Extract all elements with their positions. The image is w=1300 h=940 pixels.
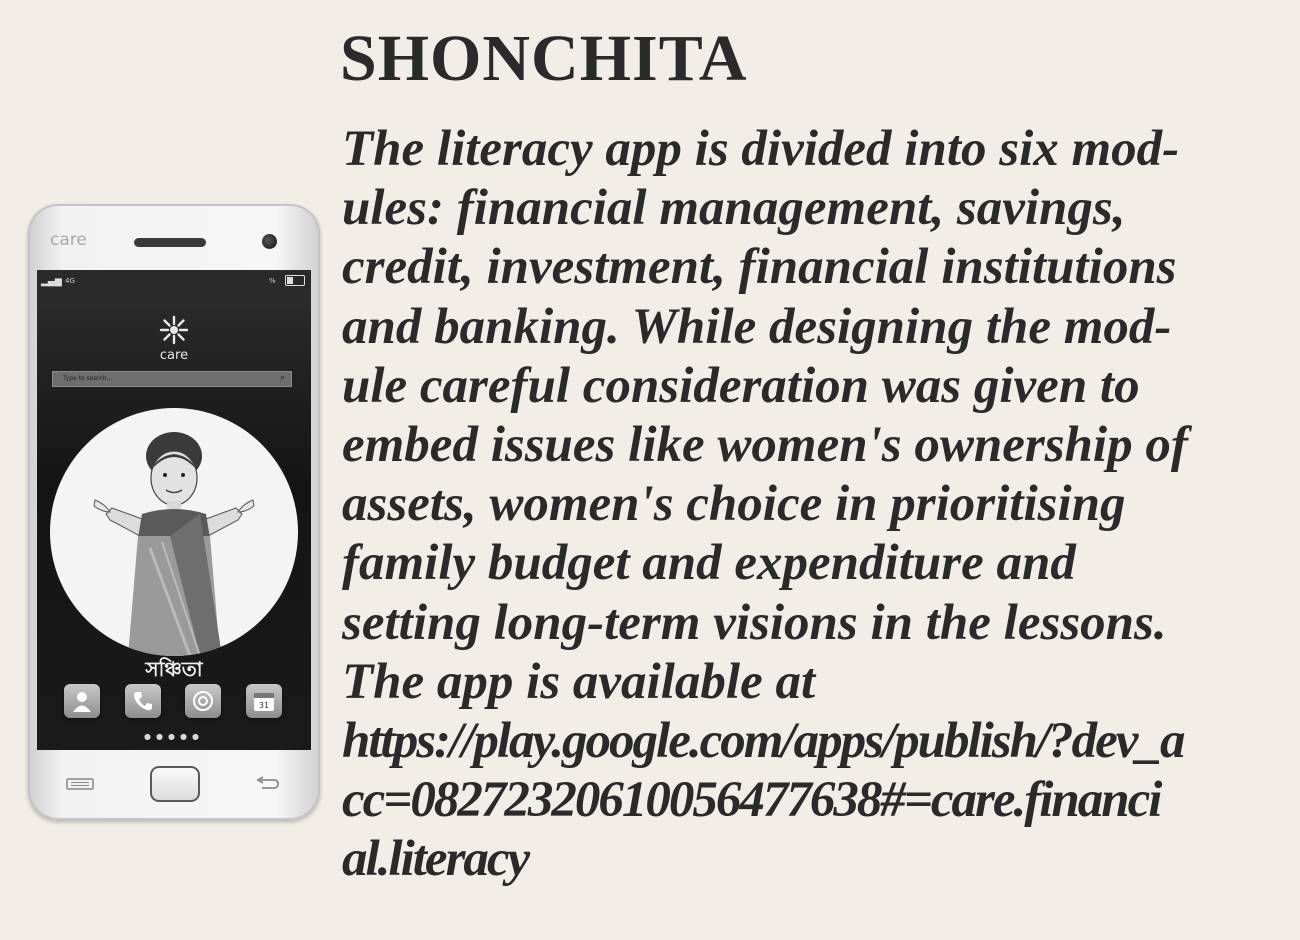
- app-link-line[interactable]: https://play.google.com/apps/publish/?dev_a: [342, 713, 1184, 770]
- logo-text: care: [159, 348, 189, 363]
- calendar-day: 31: [258, 701, 270, 710]
- phone-screen: [37, 270, 311, 750]
- page-indicator: ●●●●●: [144, 732, 204, 741]
- app-link-line[interactable]: cc=08272320610056477638#=care.financi: [342, 772, 1161, 829]
- article-title: SHONCHITA: [340, 22, 748, 95]
- care-logo: [144, 314, 204, 370]
- battery-percent: %: [269, 277, 276, 285]
- body-line: family budget and expenditure and: [342, 535, 1076, 592]
- battery-icon: [285, 275, 305, 286]
- search-bar[interactable]: [52, 371, 292, 387]
- email-icon[interactable]: [185, 684, 221, 718]
- phone-illustration: [28, 204, 320, 820]
- camera-icon: [262, 234, 277, 249]
- app-link-line[interactable]: al.literacy: [342, 831, 529, 888]
- care-logo-icon: [144, 314, 204, 348]
- body-line: embed issues like women's ownership of: [342, 417, 1188, 474]
- calendar-icon[interactable]: [246, 684, 282, 718]
- phone-icon[interactable]: [125, 684, 161, 718]
- article-body: [342, 120, 1287, 890]
- body-line: assets, women's choice in prioritising: [342, 476, 1126, 533]
- app-name-label: সঞ্চিতা: [145, 657, 203, 681]
- menu-key-icon[interactable]: [66, 778, 94, 790]
- search-placeholder: Type to search...: [63, 375, 113, 382]
- back-key-icon[interactable]: [254, 776, 280, 792]
- home-button[interactable]: [150, 766, 200, 802]
- body-line: ules: financial management, savings,: [342, 180, 1126, 237]
- contact-icon[interactable]: [64, 684, 100, 718]
- network-label: 4G: [65, 277, 75, 285]
- body-line: and banking. While designing the mod-: [342, 298, 1172, 355]
- status-bar: [37, 270, 311, 292]
- woman-illustration: [50, 408, 298, 656]
- body-line: The literacy app is divided into six mod-: [342, 121, 1180, 177]
- phone-speaker: [134, 238, 206, 247]
- phone-brand-label: care: [50, 230, 87, 250]
- body-line: setting long-term visions in the lessons.: [342, 594, 1167, 651]
- search-icon[interactable]: ⌕: [279, 373, 285, 383]
- body-line: credit, investment, financial institutions: [342, 239, 1177, 296]
- signal-icon: ▂▄▆: [41, 277, 62, 287]
- woman-figure-image: [50, 408, 298, 656]
- body-line: The app is available at: [342, 653, 816, 710]
- body-line: ule careful consideration was given to: [342, 357, 1140, 414]
